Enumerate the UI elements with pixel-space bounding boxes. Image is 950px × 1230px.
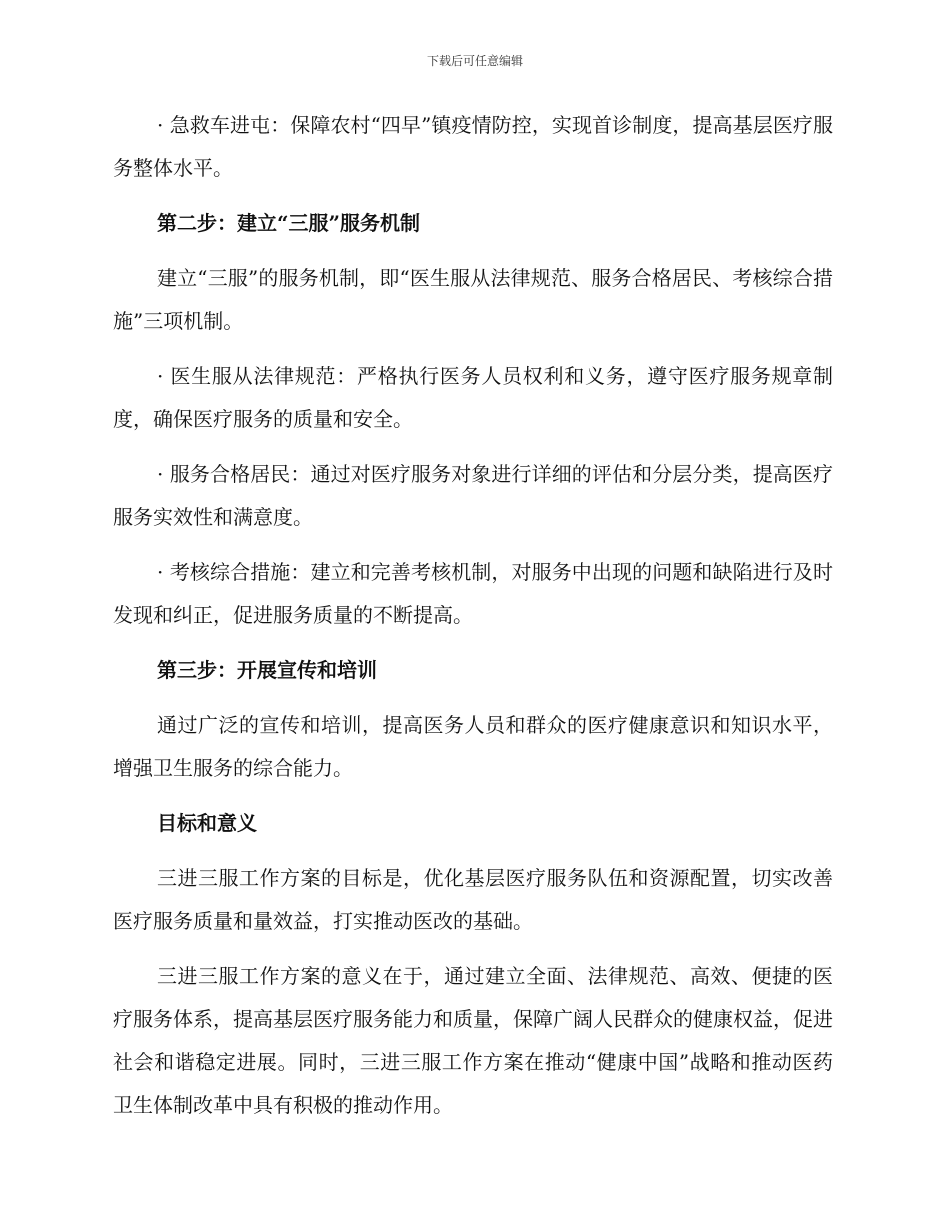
paragraph-goal: 三进三服工作方案的目标是，优化基层医疗服务队伍和资源配置，切实改善医疗服务质量和量效益，打实推动医改的基础。 (113, 866, 833, 933)
bullet-qualified-residents: · 服务合格居民：通过对医疗服务对象进行详细的评估和分层分类，提高医疗服务实效性和满意度。 (113, 462, 833, 529)
paragraph-significance: 三进三服工作方案的意义在于，通过建立全面、法律规范、高效、便捷的医疗服务体系，提高基层医疗服务能力和质量，保障广阔人民群众的健康权益，促进社会和谐稳定进展。同时，三进三服工作方案在推动“健康中国”战略和推动医药卫生体制改革中具有积极的推动作用。 (113, 964, 833, 1117)
page-header: 下载后可任意编辑 (426, 54, 523, 68)
bullet-doctor-law: · 医生服从法律规范：严格执行医务人员权利和义务，遵守医疗服务规章制度，确保医疗服务的质量和安全。 (113, 364, 833, 431)
heading-goals: 目标和意义 (157, 811, 257, 835)
paragraph-three-services: 建立“三服”的服务机制，即“医生服从法律规范、服务合格居民、考核综合措施”三项机制。 (113, 266, 833, 333)
heading-step-two: 第二步：建立“三服”服务机制 (157, 211, 421, 235)
paragraph-training: 通过广泛的宣传和培训，提高医务人员和群众的医疗健康意识和知识水平，增强卫生服务的综合能力。 (113, 713, 833, 780)
heading-step-three: 第三步：开展宣传和培训 (157, 658, 377, 682)
document-body (113, 104, 833, 1139)
bullet-assessment-measures: · 考核综合措施：建立和完善考核机制，对服务中出现的问题和缺陷进行及时发现和纠正，促进服务质量的不断提高。 (113, 560, 833, 627)
bullet-ambulance: · 急救车进屯：保障农村“四早”镇疫情防控，实现首诊制度，提高基层医疗服务整体水平。 (113, 113, 833, 180)
